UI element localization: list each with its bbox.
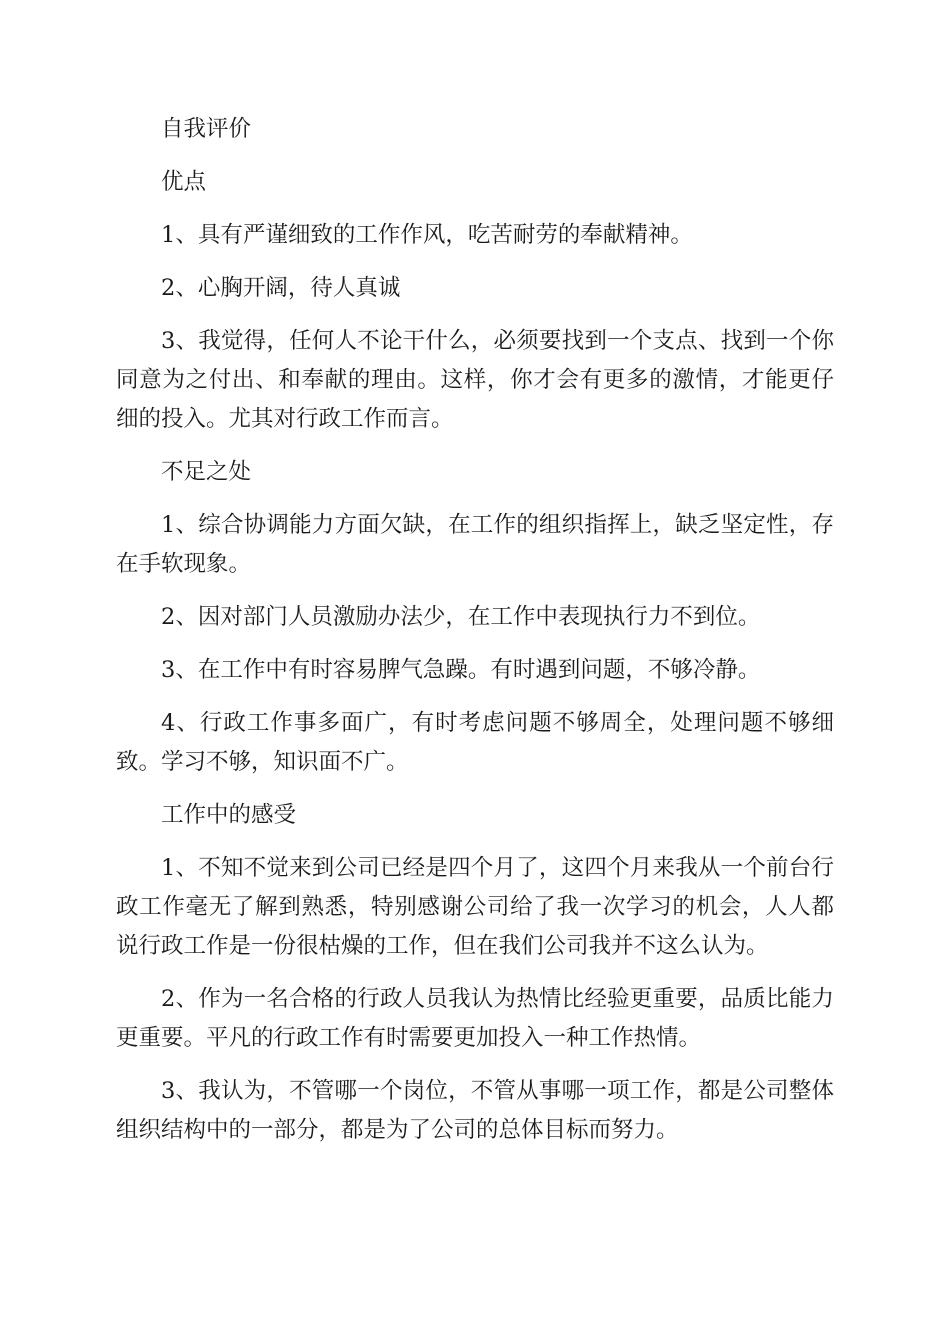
feeling-item-1: 1、不知不觉来到公司已经是四个月了，这四个月来我从一个前台行政工作毫无了解到熟悉，特别感谢公司给了我一次学习的机会，人人都说行政工作是一份很枯燥的工作，但在我们公司我并不这么认为。 <box>116 855 834 959</box>
strength-item-3: 3、我觉得，任何人不论干什么，必须要找到一个支点、找到一个你同意为之付出、和奉献的理由。这样，你才会有更多的激情，才能更仔细的投入。尤其对行政工作而言。 <box>116 328 834 432</box>
shortcoming-item-1: 1、综合协调能力方面欠缺，在工作的组织指挥上，缺乏坚定性，存在手软现象。 <box>116 512 834 577</box>
section-heading-strengths: 优点 <box>161 169 207 195</box>
strength-item-1: 1、具有严谨细致的工作作风，吃苦耐劳的奉献精神。 <box>161 222 693 248</box>
strength-item-2: 2、心胸开阔，待人真诚 <box>161 275 401 301</box>
document-page <box>116 110 834 1164</box>
feeling-item-3: 3、我认为，不管哪一个岗位，不管从事哪一项工作，都是公司整体组织结构中的一部分，都是为了公司的总体目标而努力。 <box>116 1078 834 1143</box>
section-heading-feelings: 工作中的感受 <box>161 802 297 828</box>
section-heading-shortcomings: 不足之处 <box>161 459 252 485</box>
shortcoming-item-2: 2、因对部门人员激励办法少，在工作中表现执行力不到位。 <box>161 604 761 630</box>
feeling-item-2: 2、作为一名合格的行政人员我认为热情比经验更重要，品质比能力更重要。平凡的行政工作有时需要更加投入一种工作热情。 <box>116 986 834 1051</box>
section-title-self-evaluation: 自我评价 <box>161 116 252 142</box>
shortcoming-item-4: 4、行政工作事多面广，有时考虑问题不够周全，处理问题不够细致。学习不够，知识面不广。 <box>116 710 834 775</box>
shortcoming-item-3: 3、在工作中有时容易脾气急躁。有时遇到问题，不够冷静。 <box>161 657 761 683</box>
